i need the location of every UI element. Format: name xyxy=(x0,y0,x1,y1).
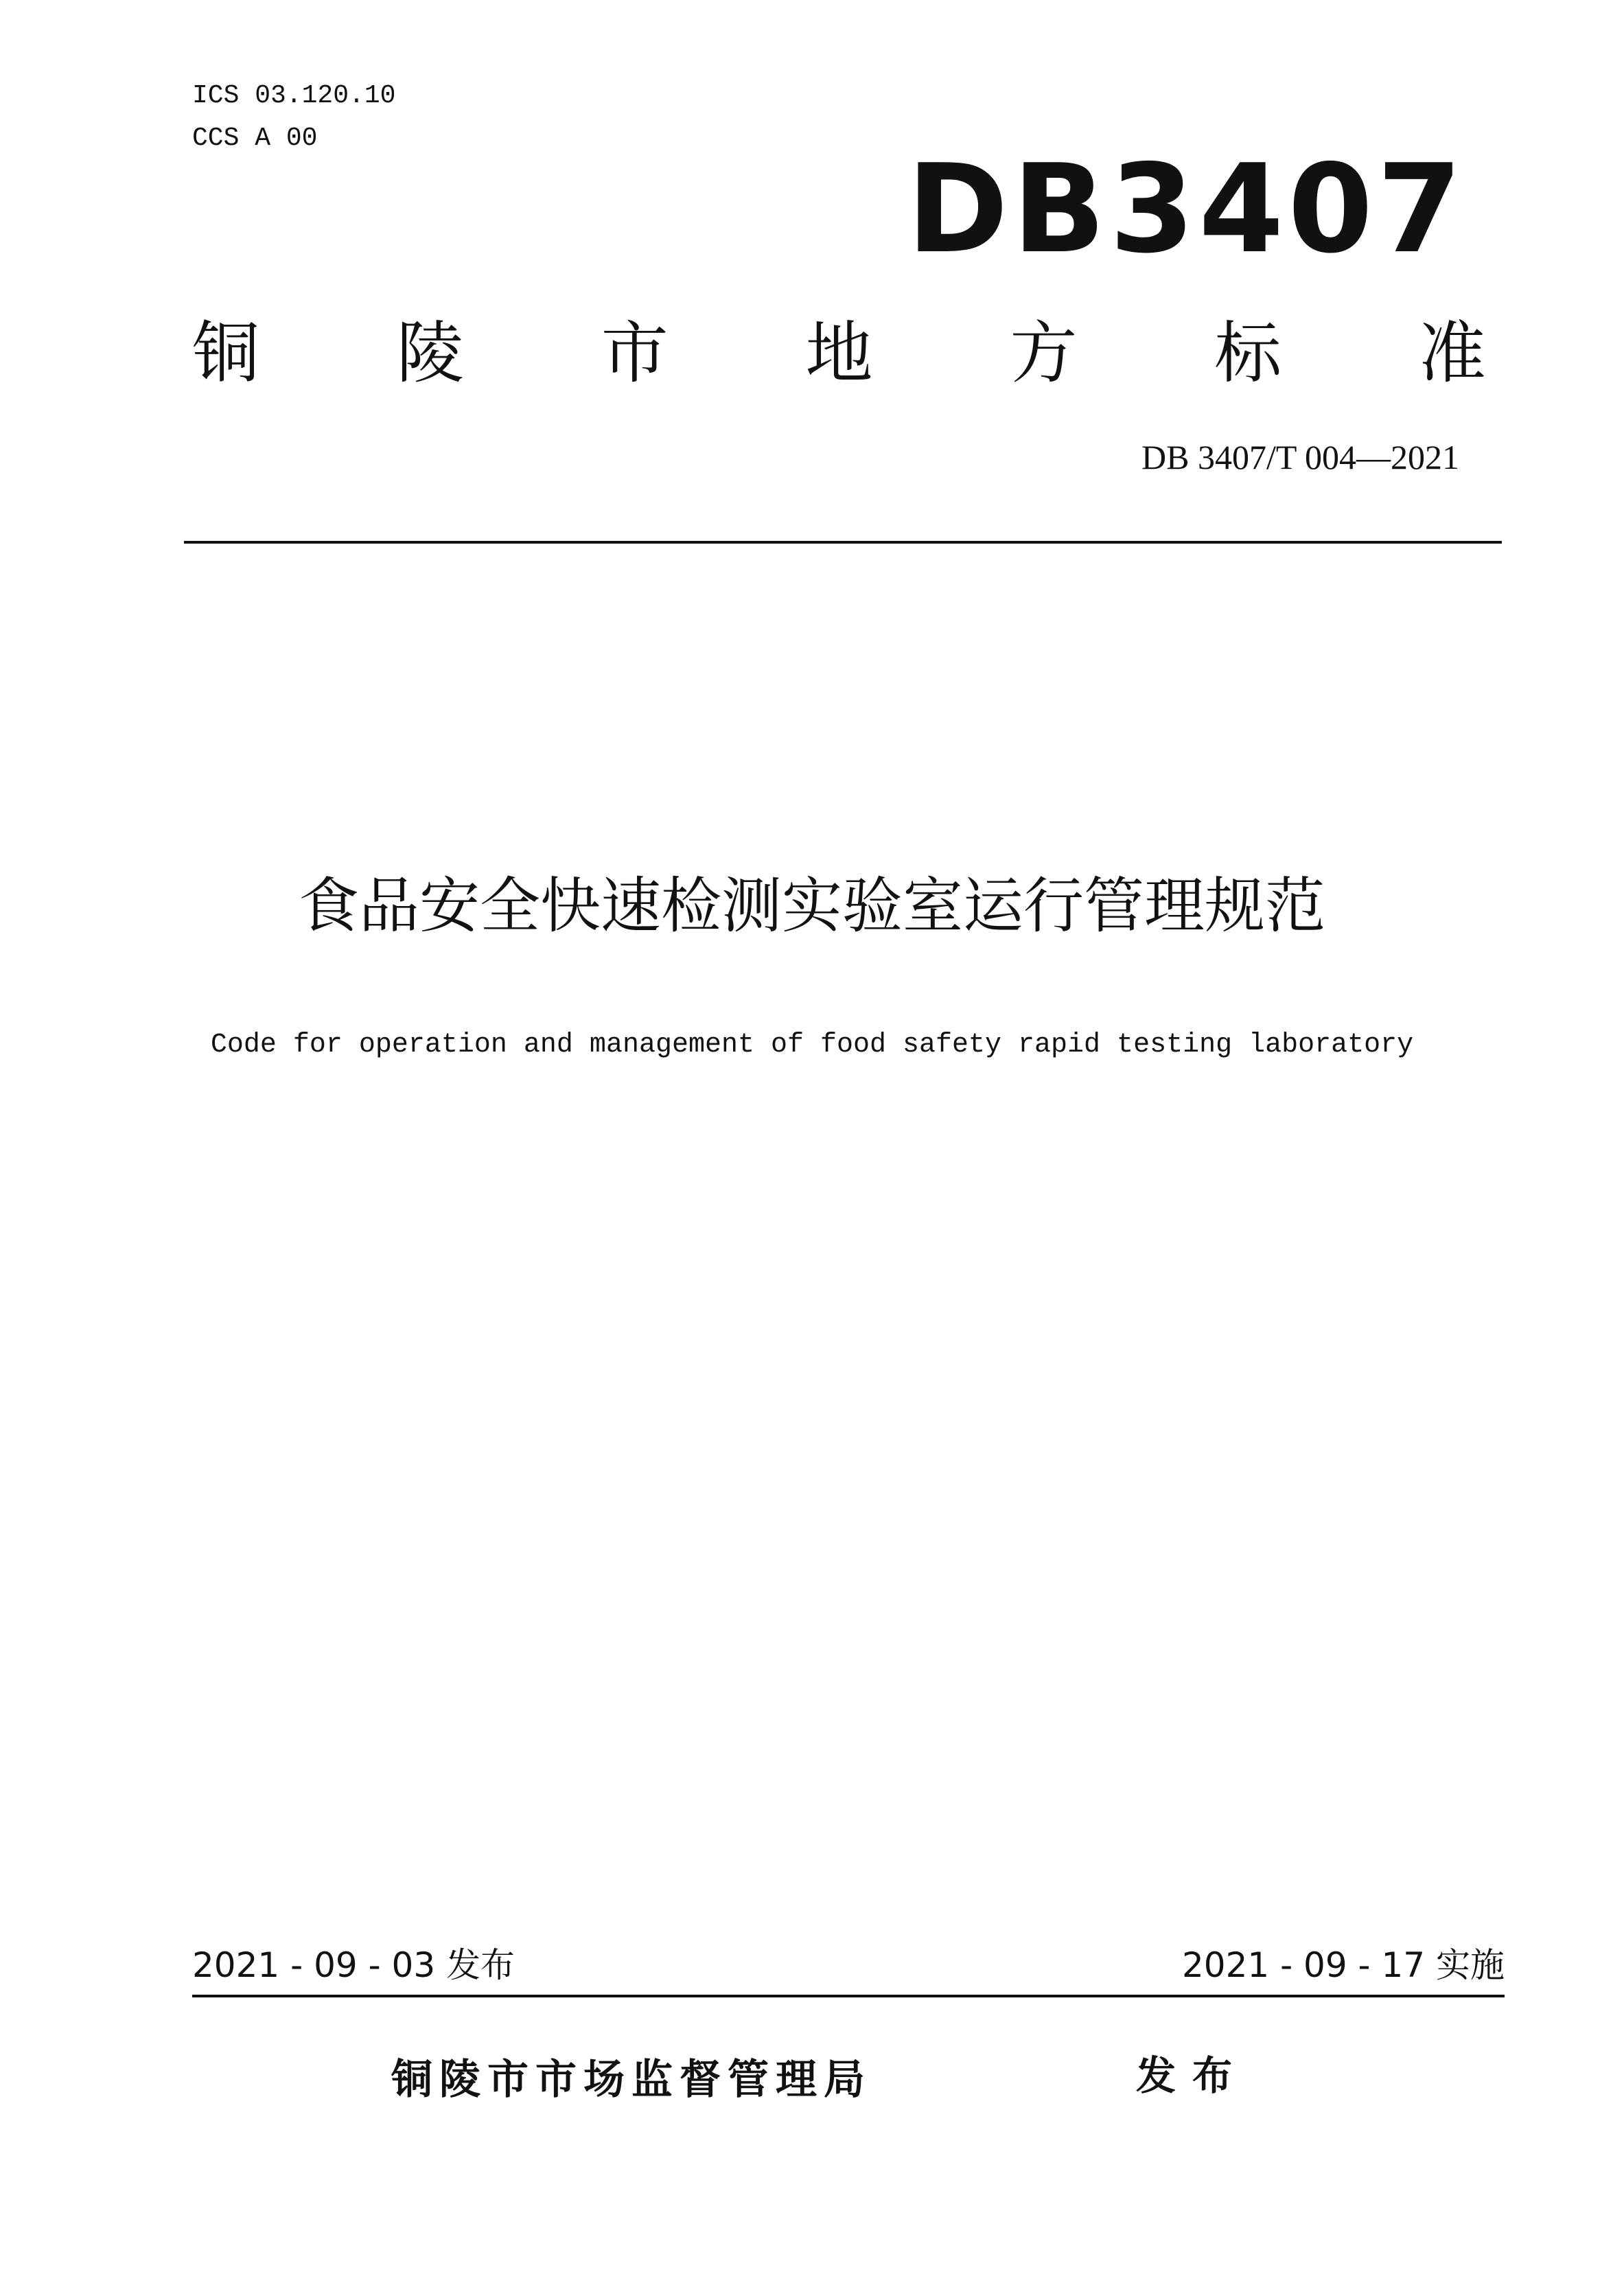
issue-date: 2021 - 09 - 03 发布 xyxy=(192,1945,515,1985)
issuer-char: 市 xyxy=(601,314,669,393)
implementation-date: 2021 - 09 - 17 实施 xyxy=(1181,1945,1505,1985)
document-title-chinese: 食品安全快速检测实验室运行管理规范 xyxy=(298,870,1325,941)
publisher-name: 铜陵市市场监督管理局 xyxy=(391,2056,872,2104)
document-title-english: Code for operation and management of food safety rapid testing laboratory xyxy=(210,1030,1414,1060)
issuer-char: 标 xyxy=(1214,314,1282,393)
ccs-code: CCS A 00 xyxy=(192,124,318,153)
standard-code-logo: DB3407 xyxy=(907,138,1466,280)
standard-number: DB 3407/T 004—2021 xyxy=(1141,438,1459,476)
issuer-char: 地 xyxy=(805,314,873,393)
issuer-char: 准 xyxy=(1418,314,1486,393)
issuer-char: 方 xyxy=(1010,314,1078,393)
bottom-divider xyxy=(192,1995,1505,1997)
issuer-char: 陵 xyxy=(396,314,464,393)
ics-code: ICS 03.120.10 xyxy=(192,81,396,111)
issuer-title xyxy=(192,312,1486,395)
top-divider xyxy=(184,541,1502,544)
publish-label: 发布 xyxy=(1136,2052,1249,2099)
issuer-char: 铜 xyxy=(192,314,260,393)
